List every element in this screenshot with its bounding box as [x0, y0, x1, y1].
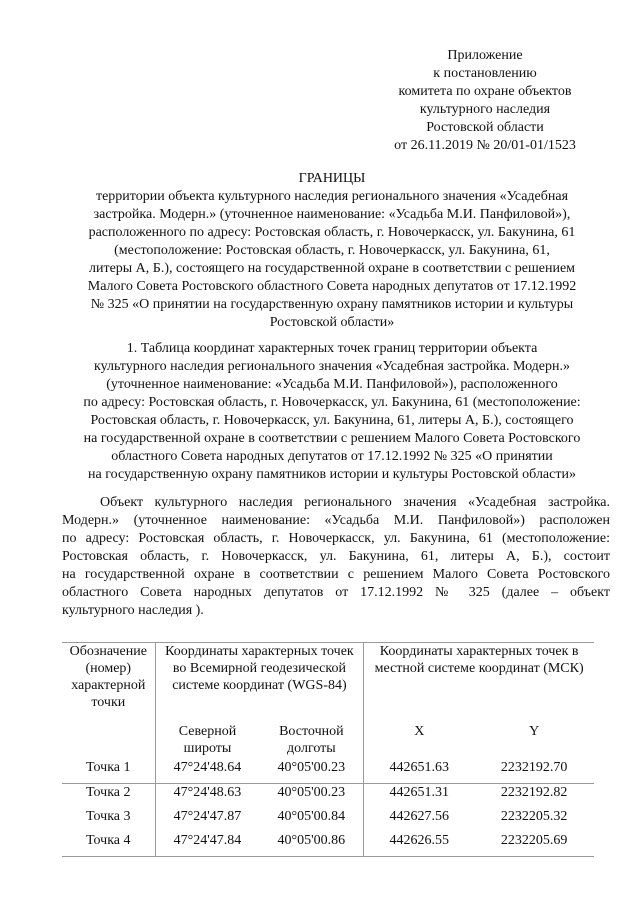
table-row	[62, 784, 594, 809]
caption-line: областного Совета народных депутатов от 17.12.1992 № 325 «О принятии	[111, 449, 553, 464]
table-header-row	[62, 643, 594, 724]
cell-lon: 40°05'00.23	[277, 785, 346, 800]
cell-x: 442651.63	[364, 759, 475, 784]
title-line: литеры А, Б.), состоящего на государственной охране в соответствии с решением	[88, 261, 576, 276]
title-line: расположенного по адресу: Ростовская область, г. Новочеркасск, ул. Бакунина, 61	[88, 225, 576, 240]
table-row	[62, 808, 594, 832]
cell-x: 442626.55	[364, 832, 475, 857]
cell-lat: 47°24'48.63	[155, 784, 259, 809]
table-subheader-row	[62, 723, 594, 759]
cell-lon: 40°05'00.86	[259, 832, 363, 857]
cell-point: Точка 2	[86, 785, 131, 800]
cell-x: 442627.56	[364, 808, 475, 832]
paragraph-line: культурного наследия ).	[62, 603, 204, 618]
appendix-block	[360, 47, 610, 155]
table-row	[62, 759, 594, 784]
appendix-line: комитета по охране объектов	[398, 84, 572, 99]
subheader-lat: Северной широты	[155, 723, 259, 759]
cell-point: Точка 4	[62, 832, 155, 857]
cell-x: 442651.31	[364, 784, 475, 809]
subheader-lon: Восточной долготы	[279, 724, 344, 756]
caption-line: 1. Таблица координат характерных точек границ территории объекта	[126, 341, 538, 356]
table-row	[62, 832, 594, 857]
caption-line: на государственной охране в соответствии с решением Малого Совета Ростовского	[83, 431, 581, 446]
subheader-x: X	[364, 723, 475, 759]
title-line: застройка. Модерн.» (уточненное наименование: «Усадьба М.И. Панфиловой»),	[93, 207, 571, 222]
appendix-line: культурного наследия	[419, 102, 551, 117]
cell-lon: 40°05'00.84	[277, 809, 346, 824]
header-msk: Координаты характерных точек в местной системе координат (МСК)	[364, 643, 594, 724]
cell-y: 2232192.82	[500, 785, 568, 800]
cell-lat: 47°24'48.64	[155, 759, 259, 784]
cell-point: Точка 1	[62, 759, 155, 784]
cell-point: Точка 3	[86, 809, 131, 824]
caption-line: (уточненное наименование: «Усадьба М.И. Панфиловой»), расположенного	[106, 377, 558, 392]
paragraph-line: Объект культурного наследия регионального значения «Усадебная застройка.	[100, 495, 610, 510]
caption-line: на государственную охрану памятников истории и культуры Ростовской области»	[88, 467, 576, 482]
caption-line: Ростовская область, г. Новочеркасск, ул. Бакунина, 61, литеры А, Б.), состоящего	[90, 413, 574, 428]
table-caption	[62, 340, 602, 484]
cell-lon: 40°05'00.23	[259, 759, 363, 784]
header-point: Обозначение (номер) характерной точки	[62, 643, 155, 724]
appendix-line: от 26.11.2019 № 20/01-01/1523	[394, 138, 576, 153]
document-title	[62, 170, 602, 332]
title-line: Ростовской области»	[269, 315, 395, 330]
title-heading: ГРАНИЦЫ	[298, 171, 366, 186]
cell-lat: 47°24'47.84	[155, 832, 259, 857]
appendix-line: к постановлению	[433, 66, 537, 81]
cell-lat: 47°24'47.87	[155, 808, 259, 832]
cell-y: 2232205.32	[500, 809, 568, 824]
appendix-line: Ростовской области	[426, 120, 544, 135]
appendix-line: Приложение	[447, 48, 523, 63]
title-line: Малого Совета Ростовского областного Совета народных депутатов от 17.12.1992	[87, 279, 577, 294]
description-paragraph	[62, 494, 610, 620]
title-line: № 325 «О принятии на государственную охрану памятников истории и культуры	[90, 297, 574, 312]
cell-y: 2232192.70	[474, 759, 594, 784]
caption-line: по адресу: Ростовская область, г. Новочеркасск, ул. Бакунина, 61 (местоположение:	[83, 395, 581, 410]
paragraph-line: Ростовская область, г. Новочеркасск, ул. Бакунина, 61, литеры А, Б.), состоит	[62, 549, 610, 564]
title-line: территории объекта культурного наследия регионального значения «Усадебная	[95, 189, 569, 204]
title-line: (местоположение: Ростовская область, г. Новочеркасск, ул. Бакунина, 61,	[114, 243, 550, 258]
header-wgs: Координаты характерных точек во Всемирной геодезической системе координат (WGS-84)	[155, 643, 364, 724]
coordinates-table	[62, 642, 594, 857]
paragraph-line: на государственной охране в соответствии с решением Малого Совета Ростовского	[62, 567, 610, 582]
caption-line: культурного наследия регионального значения «Усадебная застройка. Модерн.»	[93, 359, 571, 374]
cell-y: 2232205.69	[474, 832, 594, 857]
paragraph-line: Модерн.» (уточненное наименование: «Усадьба М.И. Панфиловой») расположен	[62, 513, 610, 528]
subheader-empty	[62, 723, 155, 759]
paragraph-line: по адресу: Ростовская область, г. Новочеркасск, ул. Бакунина, 61 (местоположение:	[62, 531, 610, 546]
paragraph-line: областного Совета народных депутатов от 17.12.1992 № 325 (далее – объект	[62, 585, 610, 600]
subheader-y: Y	[529, 724, 540, 739]
